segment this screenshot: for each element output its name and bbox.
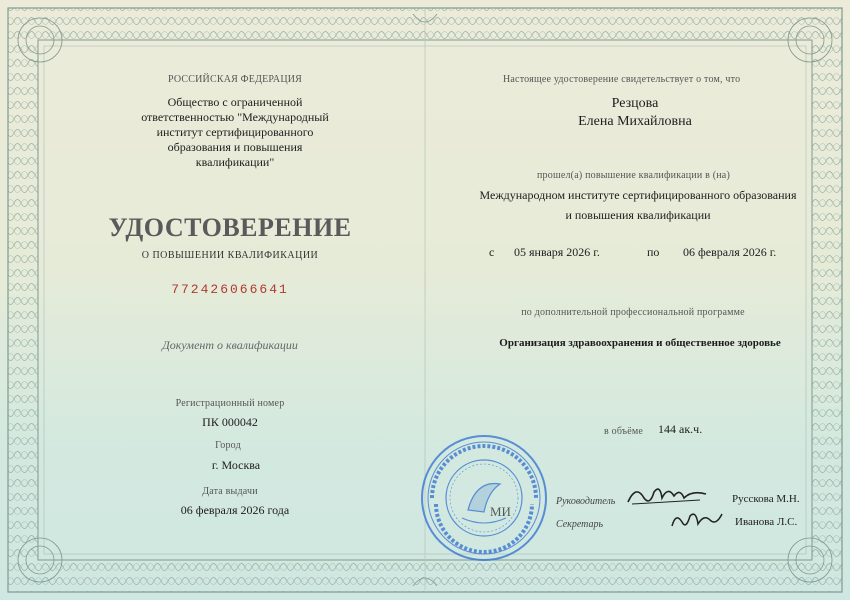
head-label: Руководитель [556, 496, 616, 507]
period-to-label: по [647, 245, 660, 259]
city-label: Город [215, 440, 241, 451]
registration-label: Регистрационный номер [175, 398, 285, 409]
organization-line: институт сертифицированного [156, 125, 314, 139]
program-label: по дополнительной профессиональной программе [521, 307, 745, 318]
institute-line-1: Международном институте сертифицированного образования [479, 188, 797, 202]
head-name: Русскова М.Н. [732, 493, 800, 505]
certifies-text: Настоящее удостоверение свидетельствует о том, что [503, 74, 741, 85]
registration-number: ПК 000042 [202, 415, 258, 429]
volume-value: 144 ак.ч. [658, 422, 703, 436]
period-to-date: 06 февраля 2026 г. [683, 245, 777, 259]
issue-date-value: 06 февраля 2026 года [180, 503, 290, 517]
document-type: Документ о квалификации [162, 338, 298, 352]
volume-label: в объёме [604, 426, 644, 437]
holder-surname: Резцова [611, 96, 659, 111]
organization-name [135, 95, 335, 170]
stamp-monogram: МИ [490, 504, 511, 519]
document-subtitle: О ПОВЫШЕНИИ КВАЛИФИКАЦИИ [141, 250, 319, 261]
organization-stamp [418, 432, 550, 564]
issue-date-label: Дата выдачи [202, 486, 258, 497]
completed-text: прошел(а) повышение квалификации в (на) [537, 170, 730, 181]
organization-line: ответственностью "Международный [141, 110, 329, 124]
secretary-signature [666, 506, 726, 534]
holder-name: Елена Михайловна [578, 114, 692, 129]
document-title: УДОСТОВЕРЕНИЕ [108, 213, 352, 242]
secretary-label: Секретарь [556, 519, 604, 530]
period-from-date: 05 января 2026 г. [514, 245, 600, 259]
program-name: Организация здравоохранения и общественное здоровье [499, 337, 781, 349]
secretary-name: Иванова Л.С. [735, 516, 798, 528]
organization-line: Общество с ограниченной [167, 95, 303, 109]
country-label: РОССИЙСКАЯ ФЕДЕРАЦИЯ [167, 74, 303, 85]
holder-full-name [578, 95, 692, 131]
document-number: 772426066641 [171, 282, 289, 297]
city-value: г. Москва [211, 458, 261, 472]
period-from-label: с [489, 245, 495, 259]
organization-line: квалификации" [195, 155, 275, 169]
institute-line-2: и повышения квалификации [565, 208, 711, 222]
organization-line: образования и повышения [167, 140, 303, 154]
